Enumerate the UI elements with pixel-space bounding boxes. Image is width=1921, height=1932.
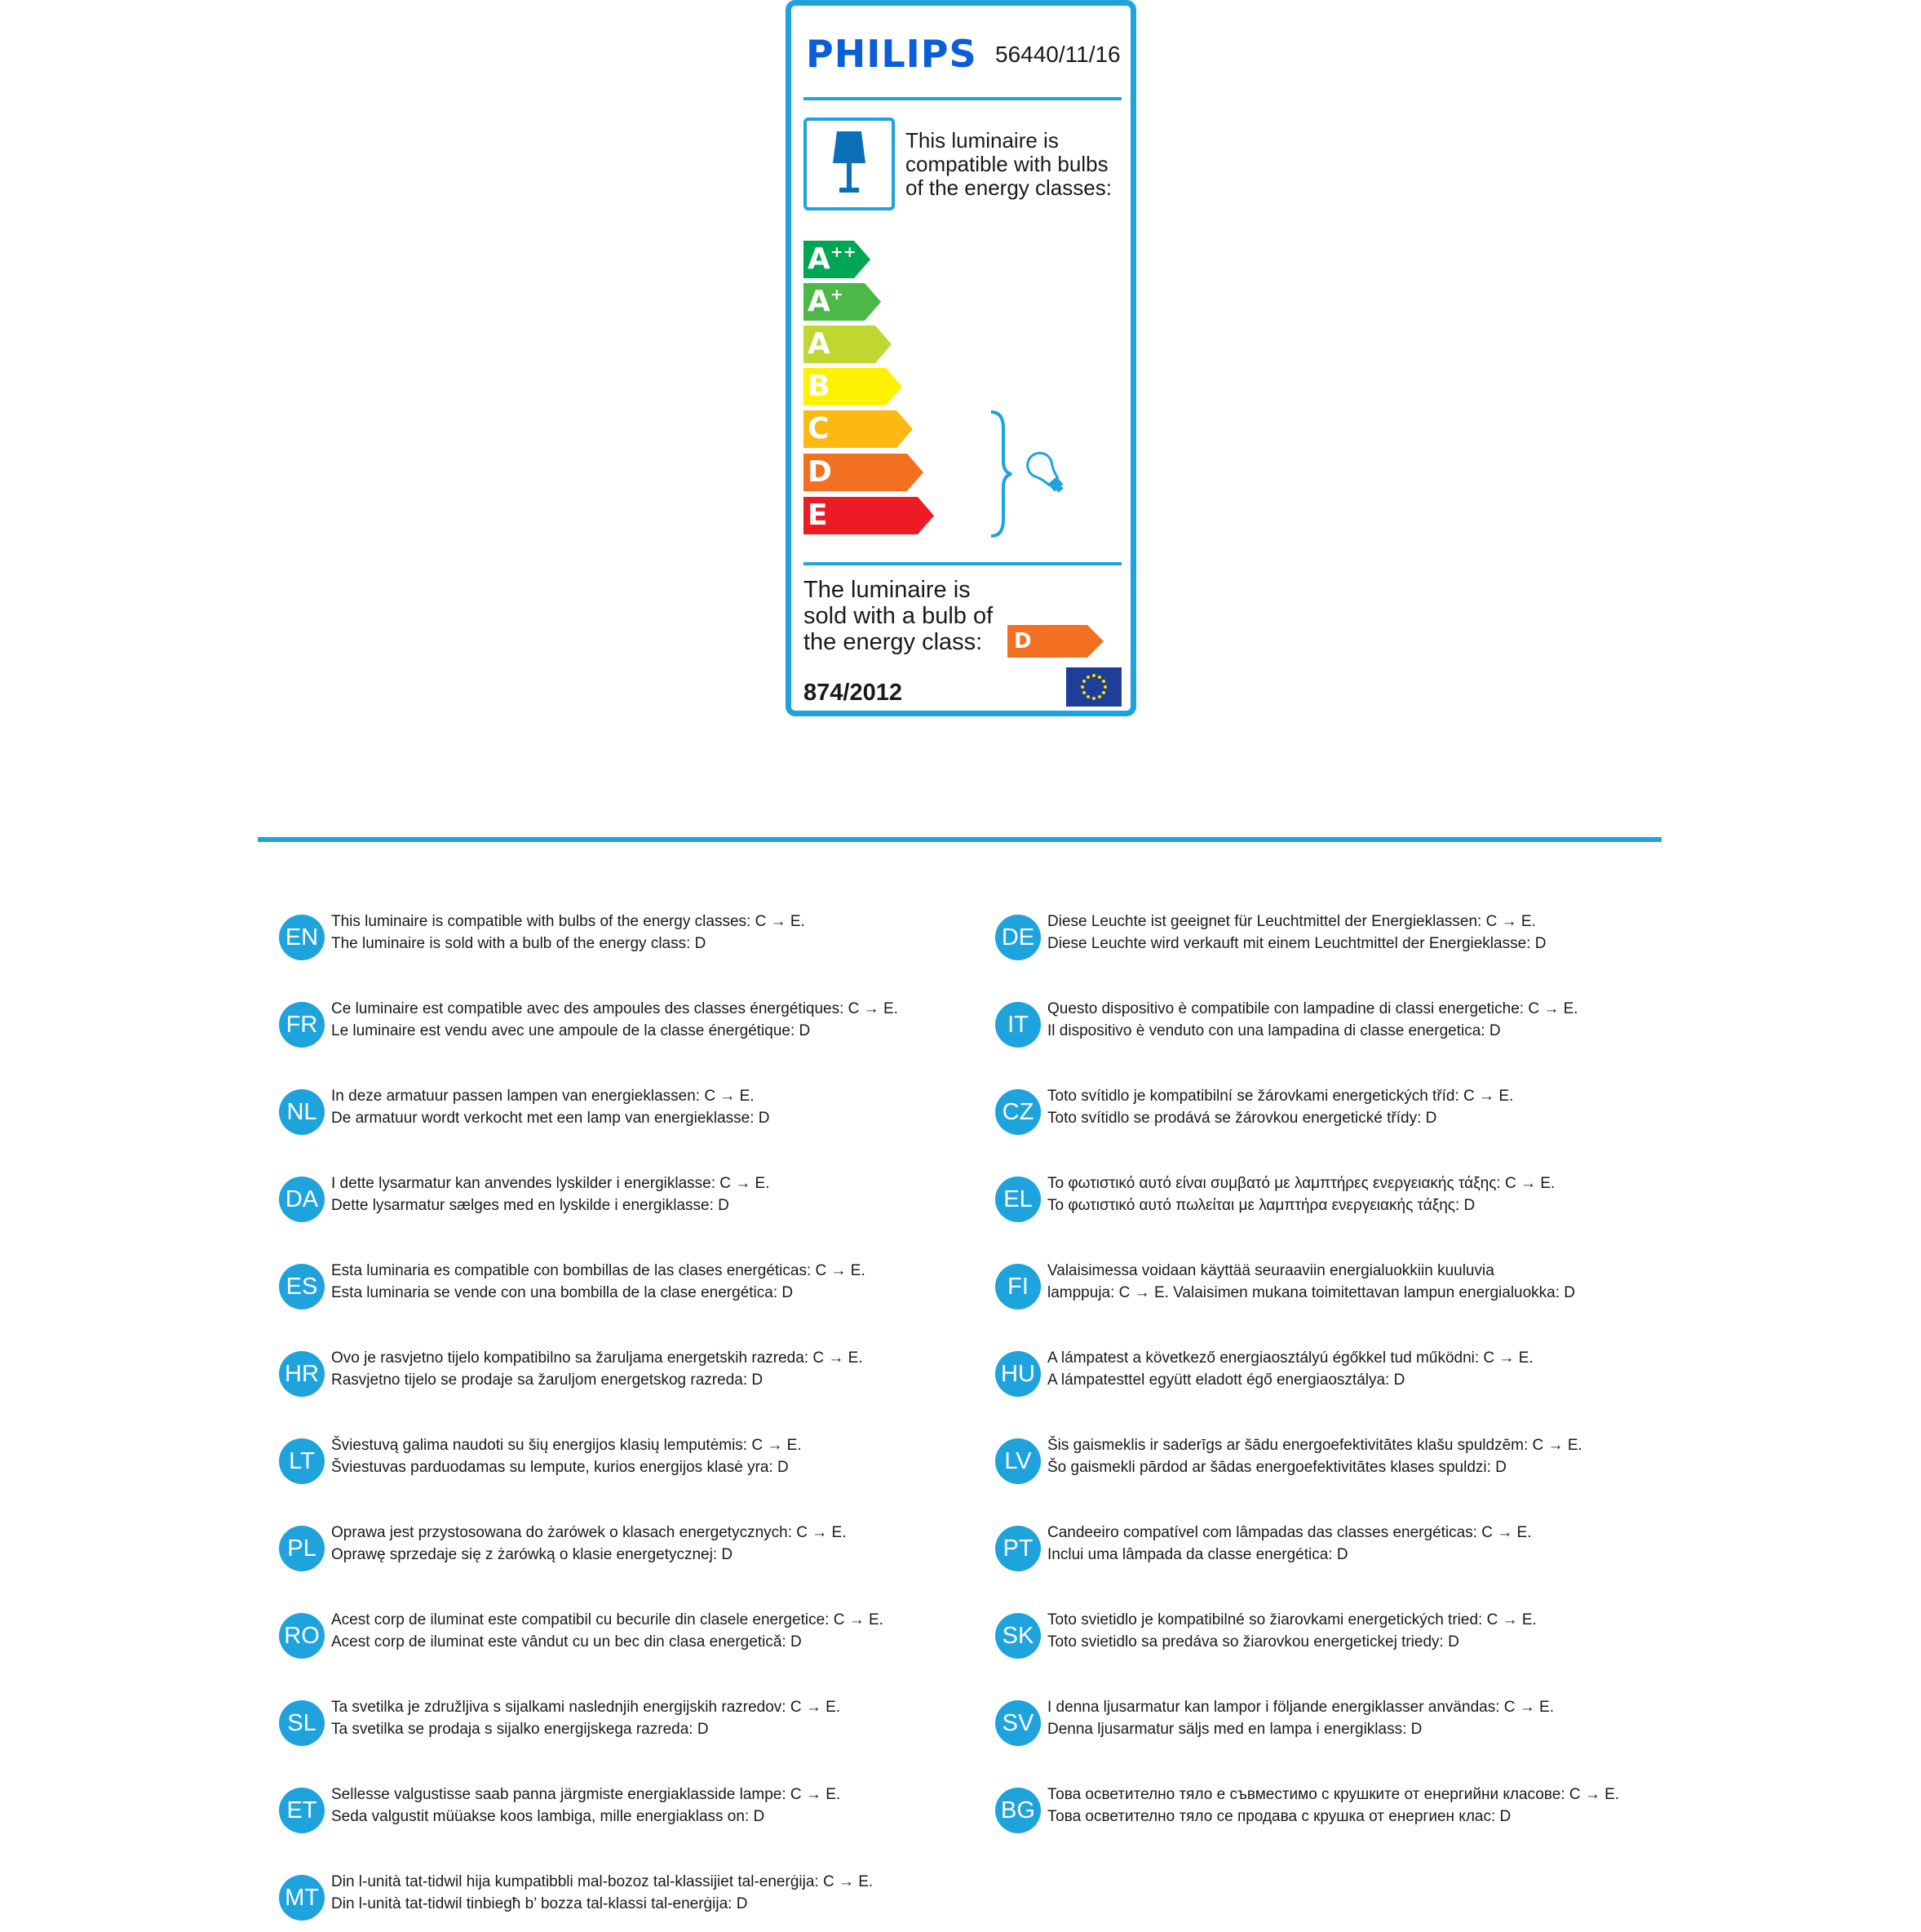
translation-line: Acest corp de iluminat este compatibil cu becurile din clasele energetice: C → E. <box>331 1611 883 1628</box>
translation-line: Valaisimessa voidaan käyttää seuraaviin energialuokkiin kuuluvia <box>1047 1262 1494 1279</box>
translation-line: A lámpatesttel együtt eladott égő energiaosztálya: D <box>1047 1371 1405 1389</box>
bulb-range-bracket-icon <box>987 404 1085 543</box>
translation-line: Šviestuvą galima naudoti su šių energijos klasių lemputėmis: C → E. <box>331 1437 802 1454</box>
translation-bg <box>995 1788 1697 1845</box>
translation-line: Denna ljusarmatur säljs med en lampa i energiklass: D <box>1047 1721 1423 1738</box>
translation-fi <box>995 1264 1697 1321</box>
translation-line: De armatuur wordt verkocht met een lamp van energieklasse: D <box>331 1110 770 1127</box>
translation-line: Rasvjetno tijelo se prodaje sa žaruljom energetskog razreda: D <box>331 1371 764 1389</box>
translation-line: Το φωτιστικό αυτό είναι συμβατό με λαμπτήρες ενεργειακής τάξης: C → E. <box>1047 1175 1556 1192</box>
translation-line: Oprawa jest przystosowana do żarówek o klasach energetycznych: C → E. <box>331 1524 847 1541</box>
translation-line: Esta luminaria se vende con una bombilla de la clase energética: D <box>331 1284 794 1301</box>
translation-fr <box>279 1002 980 1059</box>
translation-line: I dette lysarmatur kan anvendes lyskilder i energiklasse: C → E. <box>331 1175 770 1192</box>
section-divider <box>258 837 1662 842</box>
translation-es <box>279 1264 980 1321</box>
translation-en <box>279 915 980 972</box>
language-badge: ES <box>279 1264 325 1309</box>
translation-line: Το φωτιστικό αυτό πωλείται με λαμπτήρα ενεργειακής τάξης: D <box>1047 1197 1476 1214</box>
model-number: 56440/11/16 <box>995 42 1121 67</box>
translation-line: Toto svítidlo se prodává se žárovkou energetické třídy: D <box>1047 1110 1437 1127</box>
brand-logo: PHILIPS <box>806 32 977 76</box>
language-badge: EN <box>279 915 325 960</box>
translation-line: Oprawę sprzedaje się z żarówką o klasie energetycznej: D <box>331 1546 733 1563</box>
translation-line: A lámpatest a következő energiaosztályú égőkkel tud működni: C → E. <box>1047 1349 1534 1367</box>
translation-lv <box>995 1438 1697 1496</box>
translation-it <box>995 1002 1697 1059</box>
translation-line: Diese Leuchte ist geeignet für Leuchtmittel der Energieklassen: C → E. <box>1047 913 1536 930</box>
language-badge: DA <box>279 1176 325 1222</box>
translation-line: In deze armatuur passen lampen van energieklassen: C → E. <box>331 1088 755 1105</box>
language-badge: NL <box>279 1089 325 1135</box>
translation-lt <box>279 1438 980 1496</box>
language-badge: PT <box>995 1526 1041 1571</box>
language-badge: LT <box>279 1438 325 1484</box>
translation-sv <box>995 1700 1697 1757</box>
translation-line: Ovo je rasvjetno tijelo kompatibilno sa žaruljama energetskih razreda: C → E. <box>331 1349 863 1367</box>
language-badge: HU <box>995 1351 1041 1397</box>
translation-line: Din l-unità tat-tidwil tinbiegħ b’ bozza tal-klassi tal-enerġija: D <box>331 1895 748 1912</box>
translation-line: Esta luminaria es compatible con bombillas de las clases energéticas: C → E. <box>331 1262 865 1279</box>
compatibility-text: This luminaire is compatible with bulbs of the energy classes: <box>905 128 1112 200</box>
translation-line: Dette lysarmatur sælges med en lyskilde i energiklasse: D <box>331 1197 729 1214</box>
language-badge: SL <box>279 1700 325 1746</box>
language-badge: IT <box>995 1002 1041 1048</box>
translation-mt <box>279 1875 980 1932</box>
translation-line: Šo gaismekli pārdod ar šādas energoefektivitātes klases spuldzi: D <box>1047 1459 1507 1476</box>
translation-line: Това осветително тяло е съвместимо с крушките от енергийни класове: C → E. <box>1047 1786 1620 1803</box>
translation-da <box>279 1176 980 1234</box>
translation-line: I denna ljusarmatur kan lampor i följande energiklasser användas: C → E. <box>1047 1699 1554 1716</box>
language-badge: FR <box>279 1002 325 1048</box>
language-badge: FI <box>995 1264 1041 1309</box>
translation-line: Šviestuvas parduodamas su lempute, kurios energijos klasė yra: D <box>331 1459 789 1476</box>
translation-line: Това осветително тяло се продава с крушка от енергиен клас: D <box>1047 1808 1512 1825</box>
regulation-number: 874/2012 <box>803 680 902 706</box>
table-lamp-icon <box>803 117 895 210</box>
energy-label: PHILIPS 56440/11/16 This luminaire is compatible with bulbs of the energy classes: A++ A+ A B C D E The luminaire is sold with a bulb of the energy class: D 874/2012 <box>786 0 1136 716</box>
translation-line: Inclui uma lâmpada da classe energética: D <box>1047 1546 1348 1563</box>
language-badge: CZ <box>995 1089 1041 1135</box>
sold-class-arrow: D <box>1007 625 1104 658</box>
translation-pt <box>995 1526 1697 1583</box>
translation-hu <box>995 1351 1697 1408</box>
translation-de <box>995 915 1697 972</box>
translation-line: Toto svítidlo je kompatibilní se žárovkami energetických tříd: C → E. <box>1047 1088 1514 1105</box>
translation-sk <box>995 1613 1697 1670</box>
translation-sl <box>279 1700 980 1757</box>
translation-cz <box>995 1089 1697 1146</box>
language-badge: SK <box>995 1613 1041 1659</box>
language-badge: HR <box>279 1351 325 1397</box>
translation-line: Seda valgustit müüakse koos lambiga, mille energiaklass on: D <box>331 1808 765 1825</box>
translation-el <box>995 1176 1697 1234</box>
translation-line: Questo dispositivo è compatibile con lampadine di classi energetiche: C → E. <box>1047 1000 1578 1017</box>
language-badge: DE <box>995 915 1041 960</box>
language-badge: LV <box>995 1438 1041 1484</box>
translation-line: Ta svetilka je združljiva s sijalkami naslednjih energijskih razredov: C → E. <box>331 1699 841 1716</box>
middle-divider <box>803 562 1122 565</box>
translation-line: lamppuja: C → E. Valaisimen mukana toimitettavan lampun energialuokka: D <box>1047 1284 1576 1301</box>
translation-et <box>279 1788 980 1845</box>
language-badge: BG <box>995 1788 1041 1833</box>
translation-line: Šis gaismeklis ir saderīgs ar šādu energoefektivitātes klašu spuldzēm: C → E. <box>1047 1437 1582 1454</box>
top-divider <box>803 97 1122 100</box>
language-badge: RO <box>279 1613 325 1659</box>
translation-line: This luminaire is compatible with bulbs of the energy classes: C → E. <box>331 913 805 930</box>
language-badge: PL <box>279 1526 325 1571</box>
language-badge: MT <box>279 1875 325 1921</box>
sold-with-text: The luminaire is sold with a bulb of the energy class: <box>803 577 994 655</box>
translation-pl <box>279 1526 980 1583</box>
translation-line: Sellesse valgustisse saab panna järgmiste energiaklasside lampe: C → E. <box>331 1786 841 1803</box>
translation-nl <box>279 1089 980 1146</box>
eu-flag-icon <box>1066 667 1122 707</box>
translation-ro <box>279 1613 980 1670</box>
translation-line: Candeeiro compatível com lâmpadas das classes energéticas: C → E. <box>1047 1524 1532 1541</box>
translation-line: Din l-unità tat-tidwil hija kumpatibbli mal-bozoz tal-klassijiet tal-enerġija: C → E. <box>331 1873 874 1890</box>
translation-line: Ta svetilka se prodaja s sijalko energijskega razreda: D <box>331 1721 709 1738</box>
translation-line: Il dispositivo è venduto con una lampadina di classe energetica: D <box>1047 1022 1501 1039</box>
language-badge: EL <box>995 1176 1041 1222</box>
translation-line: Toto svietidlo sa predáva so žiarovkou energetickej triedy: D <box>1047 1633 1459 1651</box>
language-badge: SV <box>995 1700 1041 1746</box>
translation-line: Ce luminaire est compatible avec des ampoules des classes énergétiques: C → E. <box>331 1000 898 1017</box>
translation-line: Diese Leuchte wird verkauft mit einem Leuchtmittel der Energieklasse: D <box>1047 935 1547 952</box>
translation-line: Le luminaire est vendu avec une ampoule de la classe énergétique: D <box>331 1022 811 1039</box>
language-badge: ET <box>279 1788 325 1833</box>
translation-line: Toto svietidlo je kompatibilné so žiarovkami energetických tried: C → E. <box>1047 1611 1537 1628</box>
translation-line: The luminaire is sold with a bulb of the energy class: D <box>331 935 706 952</box>
translation-line: Acest corp de iluminat este vândut cu un bec din clasa energetică: D <box>331 1633 802 1651</box>
translation-hr <box>279 1351 980 1408</box>
